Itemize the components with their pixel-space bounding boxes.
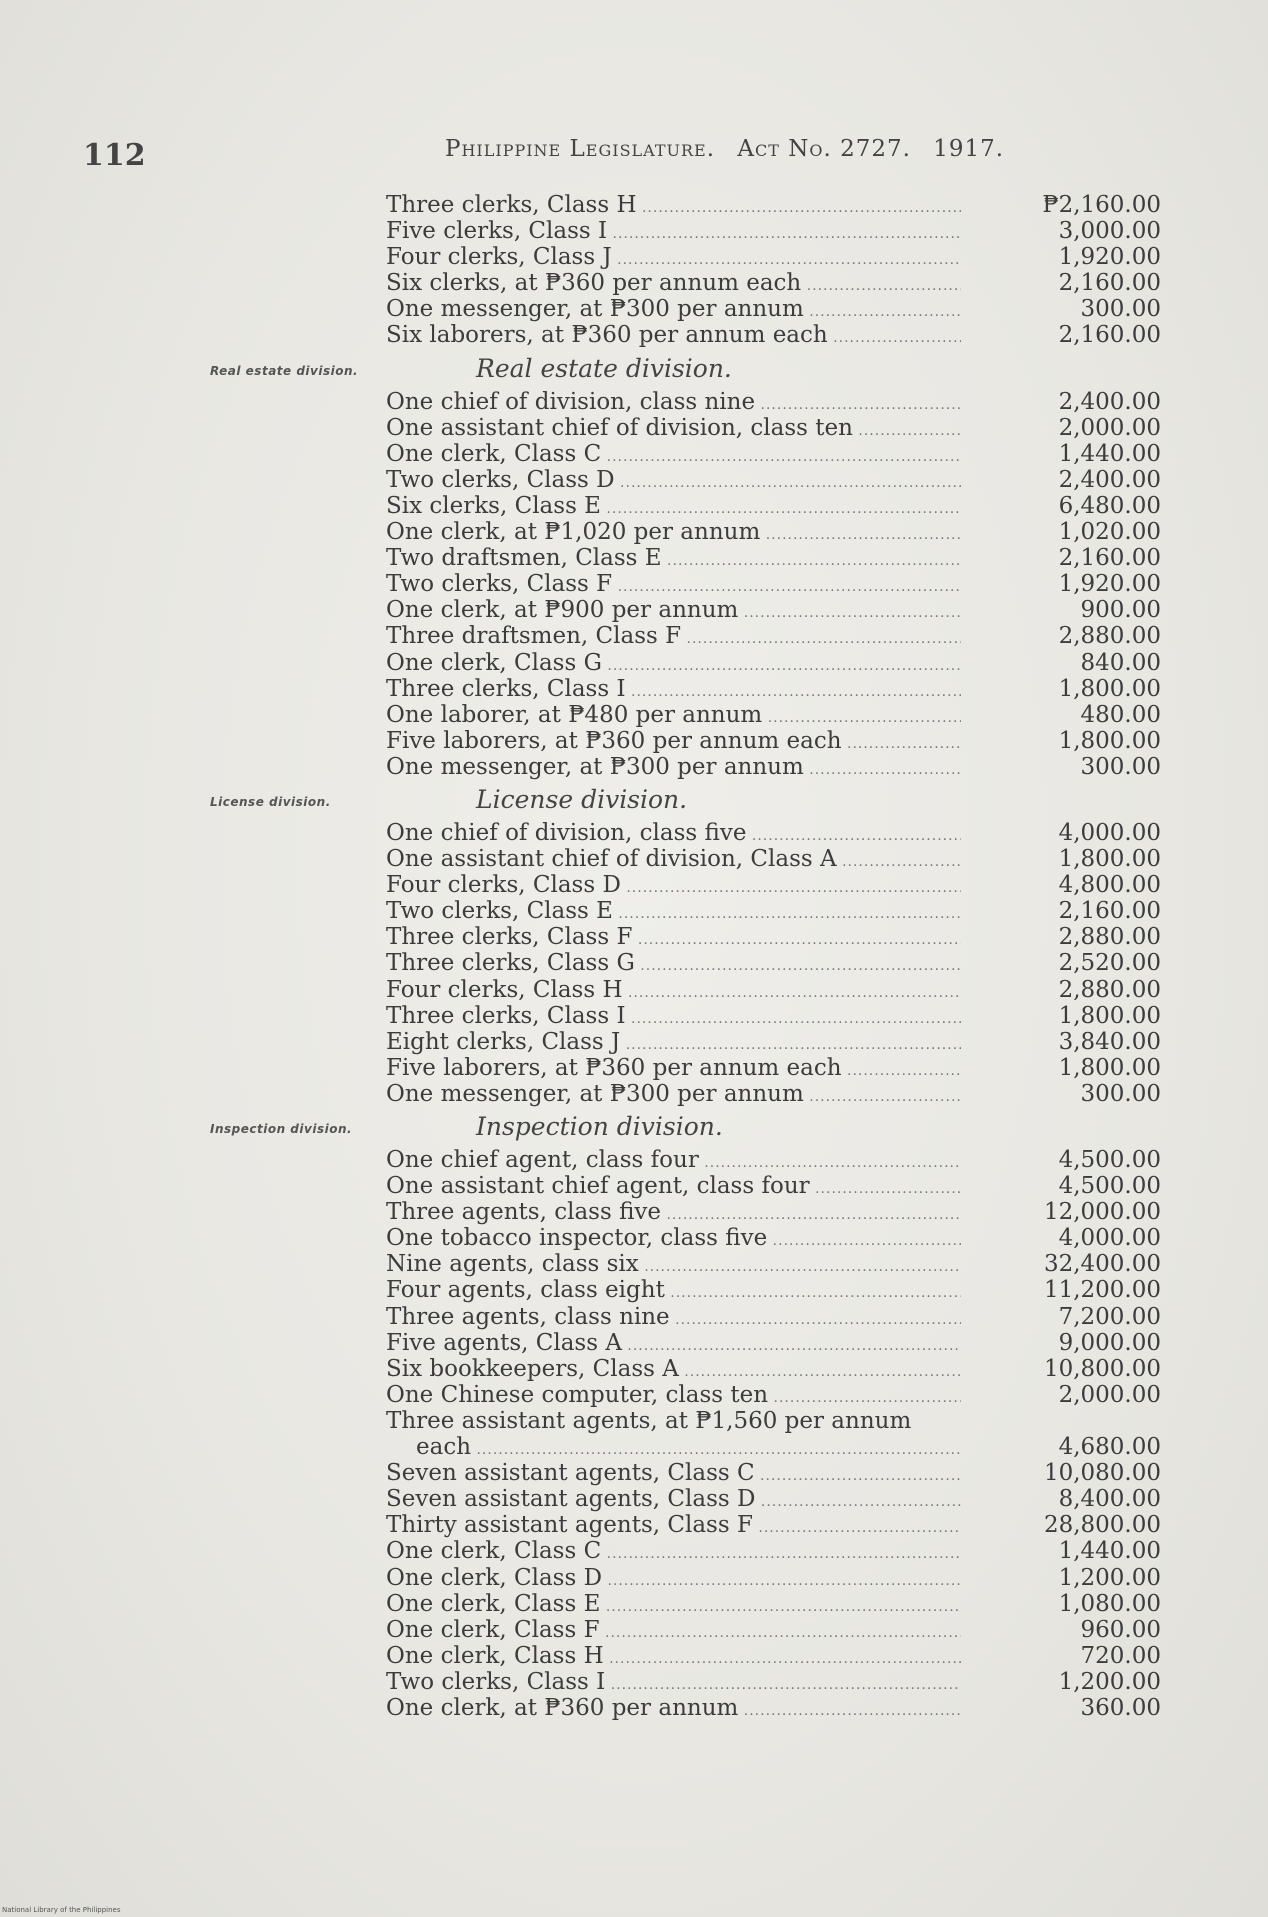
line-item bbox=[386, 650, 1162, 676]
line-item-label bbox=[386, 1408, 961, 1437]
line-item bbox=[386, 872, 1162, 898]
line-item bbox=[386, 702, 1162, 728]
line-item bbox=[386, 597, 1162, 623]
line-item-text: Three agents, class nine bbox=[386, 1303, 670, 1330]
line-item-text: One clerk, Class G bbox=[386, 649, 602, 676]
section-heading-text: License division. bbox=[476, 784, 688, 814]
line-item-label bbox=[386, 597, 961, 626]
line-item-text: Three clerks, Class G bbox=[386, 950, 635, 977]
line-item bbox=[386, 623, 1162, 649]
line-item-text: Two draftsmen, Class E bbox=[386, 545, 662, 572]
line-item-label bbox=[386, 571, 961, 600]
line-item-label bbox=[386, 820, 961, 849]
line-item-text: One clerk, at ₱360 per annum bbox=[386, 1694, 739, 1721]
line-item bbox=[386, 1538, 1162, 1564]
line-item-text: One chief of division, class nine bbox=[386, 388, 756, 415]
line-item-label bbox=[386, 846, 961, 875]
line-item-amount: 1,440.00 bbox=[1058, 440, 1161, 467]
line-item bbox=[386, 192, 1162, 218]
line-item-amount: 2,880.00 bbox=[1058, 976, 1161, 1003]
margin-note: Inspection division. bbox=[210, 1122, 353, 1136]
line-item-text: One laborer, at ₱480 per annum bbox=[386, 701, 763, 728]
line-item-text: One Chinese computer, class ten bbox=[386, 1381, 769, 1408]
section-heading-text: Inspection division. bbox=[476, 1112, 723, 1141]
line-item bbox=[386, 924, 1162, 950]
line-item bbox=[386, 1199, 1162, 1225]
line-item-text: Three assistant agents, at ₱1,560 per annum bbox=[386, 1407, 912, 1434]
section-heading-text: Real estate division. bbox=[476, 353, 732, 383]
line-item-amount: 480.00 bbox=[1080, 701, 1161, 728]
line-item bbox=[386, 1669, 1162, 1695]
line-item-amount: 9,000.00 bbox=[1058, 1329, 1161, 1356]
line-item-amount: 2,160.00 bbox=[1058, 545, 1161, 572]
header-act: Act No. 2727. bbox=[737, 136, 911, 162]
line-item bbox=[386, 218, 1162, 244]
line-item bbox=[386, 1591, 1162, 1617]
line-item bbox=[386, 1434, 1162, 1460]
line-item-text: Five laborers, at ₱360 per annum each bbox=[386, 1054, 842, 1081]
line-item-amount: 3,840.00 bbox=[1058, 1028, 1161, 1055]
line-item bbox=[386, 1695, 1162, 1721]
section-heading bbox=[210, 349, 1162, 389]
line-item-text: Three clerks, Class F bbox=[386, 924, 633, 951]
line-item-label bbox=[386, 1695, 961, 1724]
line-item-text: One clerk, Class F bbox=[386, 1616, 600, 1643]
line-item-label bbox=[386, 545, 961, 574]
line-item-text: Thirty assistant agents, Class F bbox=[386, 1512, 753, 1539]
line-item-text: Five laborers, at ₱360 per annum each bbox=[386, 727, 842, 754]
line-item-amount: 300.00 bbox=[1080, 296, 1161, 323]
line-item bbox=[386, 545, 1162, 571]
line-item-amount: 2,400.00 bbox=[1058, 466, 1161, 493]
line-item-text: Three agents, class five bbox=[386, 1199, 662, 1226]
line-item-amount: 4,000.00 bbox=[1058, 1225, 1161, 1252]
line-item bbox=[386, 898, 1162, 924]
line-item bbox=[386, 270, 1162, 296]
line-item-text: Four clerks, Class H bbox=[386, 976, 623, 1003]
line-item bbox=[386, 1055, 1162, 1081]
line-item-amount: 1,920.00 bbox=[1058, 571, 1161, 598]
line-item-text: Three clerks, Class H bbox=[386, 192, 637, 218]
line-item-label bbox=[386, 1225, 961, 1254]
line-item-label bbox=[386, 1330, 961, 1359]
header-year: 1917. bbox=[933, 136, 1005, 162]
line-item bbox=[386, 1486, 1162, 1512]
line-item-text: One messenger, at ₱300 per annum bbox=[386, 753, 804, 780]
line-item-label bbox=[386, 218, 961, 247]
line-item-amount: 840.00 bbox=[1080, 649, 1161, 676]
line-item bbox=[386, 977, 1162, 1003]
line-item bbox=[386, 519, 1162, 545]
line-item-amount: 28,800.00 bbox=[1043, 1512, 1161, 1539]
line-item bbox=[386, 1277, 1162, 1303]
line-item-amount: 6,480.00 bbox=[1058, 492, 1161, 519]
line-item-text: One clerk, Class C bbox=[386, 440, 602, 467]
line-item-amount: 720.00 bbox=[1080, 1642, 1161, 1669]
line-item-amount: ₱2,160.00 bbox=[1042, 192, 1161, 218]
line-item-label bbox=[386, 322, 961, 351]
line-item-label bbox=[386, 296, 961, 325]
line-item-text: One tobacco inspector, class five bbox=[386, 1225, 768, 1252]
line-item-label bbox=[386, 924, 961, 953]
line-item-label bbox=[386, 977, 961, 1006]
line-item bbox=[386, 1356, 1162, 1382]
line-item bbox=[386, 1408, 1162, 1434]
line-item-amount: 12,000.00 bbox=[1043, 1199, 1161, 1226]
line-item-amount: 4,000.00 bbox=[1058, 819, 1161, 846]
line-item-amount: 1,200.00 bbox=[1058, 1668, 1161, 1695]
line-item-amount: 1,200.00 bbox=[1058, 1564, 1161, 1591]
line-item bbox=[386, 1330, 1162, 1356]
line-item bbox=[386, 754, 1162, 780]
line-item-text: Four clerks, Class D bbox=[386, 872, 621, 899]
line-item-amount: 1,080.00 bbox=[1058, 1590, 1161, 1617]
line-item-text: One clerk, Class D bbox=[386, 1564, 603, 1591]
line-item-amount: 10,800.00 bbox=[1043, 1355, 1161, 1382]
line-item bbox=[386, 676, 1162, 702]
line-item-label bbox=[386, 1643, 961, 1672]
line-item-amount: 2,000.00 bbox=[1058, 414, 1161, 441]
line-item-amount: 1,800.00 bbox=[1058, 846, 1161, 873]
line-item-text: Seven assistant agents, Class D bbox=[386, 1486, 756, 1513]
line-item bbox=[386, 493, 1162, 519]
line-item bbox=[386, 820, 1162, 846]
line-item-label bbox=[386, 389, 961, 418]
line-item-amount: 1,440.00 bbox=[1058, 1538, 1161, 1565]
line-item-label bbox=[386, 1538, 961, 1567]
section-heading bbox=[210, 1107, 1162, 1147]
section-heading bbox=[210, 780, 1162, 820]
line-item bbox=[386, 728, 1162, 754]
line-item-label bbox=[386, 192, 961, 221]
line-item-label bbox=[386, 1029, 961, 1058]
line-item-amount: 3,000.00 bbox=[1058, 218, 1161, 245]
line-item bbox=[386, 1225, 1162, 1251]
line-item-text: One messenger, at ₱300 per annum bbox=[386, 1080, 804, 1107]
line-item-label bbox=[386, 415, 961, 444]
line-item-text: Two clerks, Class I bbox=[386, 1668, 606, 1695]
line-item-label bbox=[386, 1199, 961, 1228]
line-item-label bbox=[386, 623, 961, 652]
line-item bbox=[386, 1512, 1162, 1538]
line-item-label bbox=[386, 441, 961, 470]
line-item bbox=[386, 322, 1162, 348]
line-item-amount: 7,200.00 bbox=[1058, 1303, 1161, 1330]
line-item-text: One chief agent, class four bbox=[386, 1147, 699, 1173]
line-item-amount: 2,160.00 bbox=[1058, 270, 1161, 297]
line-item bbox=[386, 1147, 1162, 1173]
line-item-amount: 4,680.00 bbox=[1058, 1434, 1161, 1461]
line-item-text: One clerk, Class H bbox=[386, 1642, 604, 1669]
appropriation-list bbox=[210, 192, 1162, 1721]
line-item bbox=[386, 441, 1162, 467]
line-item-text: Six clerks, at ₱360 per annum each bbox=[386, 270, 802, 297]
line-item-text: Six bookkeepers, Class A bbox=[386, 1355, 679, 1382]
line-item-text: One assistant chief agent, class four bbox=[386, 1173, 810, 1200]
line-item-amount: 2,000.00 bbox=[1058, 1381, 1161, 1408]
line-item-label bbox=[386, 1591, 961, 1620]
line-item-text: One clerk, Class E bbox=[386, 1590, 601, 1617]
line-item bbox=[386, 950, 1162, 976]
line-item-text: Nine agents, class six bbox=[386, 1251, 639, 1278]
line-item-label bbox=[386, 1434, 961, 1463]
line-item bbox=[386, 467, 1162, 493]
line-item-label bbox=[386, 1003, 961, 1032]
line-item-label bbox=[386, 1486, 961, 1515]
header-title: Philippine Legislature. bbox=[445, 136, 716, 162]
line-item-label bbox=[386, 898, 961, 927]
line-item-amount: 300.00 bbox=[1080, 1080, 1161, 1107]
line-item bbox=[386, 1617, 1162, 1643]
line-item-amount: 960.00 bbox=[1080, 1616, 1161, 1643]
line-item-label bbox=[386, 1460, 961, 1489]
line-item-text: Six laborers, at ₱360 per annum each bbox=[386, 322, 828, 349]
line-item-amount: 300.00 bbox=[1080, 753, 1161, 780]
line-item-amount: 1,800.00 bbox=[1058, 1002, 1161, 1029]
line-item-text: Eight clerks, Class J bbox=[386, 1028, 621, 1055]
line-item-label bbox=[386, 1081, 961, 1110]
line-item bbox=[386, 1565, 1162, 1591]
line-item-text: Two clerks, Class D bbox=[386, 466, 615, 493]
line-item-label bbox=[386, 1304, 961, 1333]
line-item-amount: 32,400.00 bbox=[1043, 1251, 1161, 1278]
line-item bbox=[386, 571, 1162, 597]
line-item bbox=[386, 1304, 1162, 1330]
line-item-text: Five agents, Class A bbox=[386, 1329, 622, 1356]
page-number: 112 bbox=[83, 138, 146, 173]
line-item-amount: 1,020.00 bbox=[1058, 519, 1161, 546]
margin-note: Real estate division. bbox=[210, 363, 359, 378]
line-item-text: Six clerks, Class E bbox=[386, 492, 601, 519]
line-item bbox=[386, 389, 1162, 415]
line-item-label bbox=[386, 1173, 961, 1202]
line-item-label bbox=[386, 702, 961, 731]
library-tag: National Library of the Philippines bbox=[2, 1906, 121, 1914]
line-item bbox=[386, 1460, 1162, 1486]
line-item-amount: 1,920.00 bbox=[1058, 244, 1161, 271]
line-item-text: Five clerks, Class I bbox=[386, 218, 608, 245]
line-item-text: One assistant chief of division, Class A bbox=[386, 846, 837, 873]
line-item-label bbox=[386, 519, 961, 548]
line-item bbox=[386, 415, 1162, 441]
margin-note: License division. bbox=[210, 794, 331, 809]
line-item-amount: 10,080.00 bbox=[1043, 1460, 1161, 1487]
line-item-label bbox=[386, 1617, 961, 1646]
line-item-text: One chief of division, class five bbox=[386, 819, 747, 846]
line-item-label bbox=[386, 754, 961, 783]
line-item-text: Two clerks, Class E bbox=[386, 898, 613, 925]
line-item-label bbox=[386, 950, 961, 979]
line-item-amount: 4,500.00 bbox=[1058, 1147, 1161, 1173]
line-item-label bbox=[386, 650, 961, 679]
line-item-amount: 1,800.00 bbox=[1058, 675, 1161, 702]
line-item bbox=[386, 296, 1162, 322]
line-item-label bbox=[386, 1277, 961, 1306]
line-item-text: Four clerks, Class J bbox=[386, 244, 612, 271]
line-item bbox=[386, 1251, 1162, 1277]
line-item-amount: 8,400.00 bbox=[1058, 1486, 1161, 1513]
line-item bbox=[386, 1643, 1162, 1669]
line-item bbox=[386, 1003, 1162, 1029]
line-item-amount: 2,160.00 bbox=[1058, 322, 1161, 349]
line-item-label bbox=[386, 244, 961, 273]
line-item-amount: 1,800.00 bbox=[1058, 727, 1161, 754]
line-item-label bbox=[386, 1356, 961, 1385]
line-item-label bbox=[386, 872, 961, 901]
line-item-label bbox=[386, 1669, 961, 1698]
line-item-label bbox=[386, 1147, 961, 1176]
line-item-text: One clerk, at ₱1,020 per annum bbox=[386, 519, 761, 546]
line-item-label bbox=[386, 1512, 961, 1541]
line-item-label bbox=[386, 1565, 961, 1594]
line-item-amount: 11,200.00 bbox=[1043, 1277, 1161, 1304]
line-item bbox=[386, 244, 1162, 270]
line-item-amount: 900.00 bbox=[1080, 597, 1161, 624]
line-item-amount: 1,800.00 bbox=[1058, 1054, 1161, 1081]
line-item-amount: 2,880.00 bbox=[1058, 623, 1161, 650]
line-item bbox=[386, 1382, 1162, 1408]
line-item-text: Seven assistant agents, Class C bbox=[386, 1460, 755, 1487]
line-item bbox=[386, 1081, 1162, 1107]
line-item bbox=[386, 1173, 1162, 1199]
line-item-label bbox=[386, 1055, 961, 1084]
line-item-label bbox=[386, 1251, 961, 1280]
line-item-text: One clerk, at ₱900 per annum bbox=[386, 597, 739, 624]
line-item-amount: 4,500.00 bbox=[1058, 1173, 1161, 1200]
line-item-amount: 2,160.00 bbox=[1058, 898, 1161, 925]
line-item-amount: 4,800.00 bbox=[1058, 872, 1161, 899]
line-item-label bbox=[386, 270, 961, 299]
line-item-text: each bbox=[416, 1434, 472, 1461]
line-item-amount: 2,400.00 bbox=[1058, 388, 1161, 415]
line-item-text: One assistant chief of division, class ten bbox=[386, 414, 853, 441]
line-item-text: Three draftsmen, Class F bbox=[386, 623, 682, 650]
line-item-label bbox=[386, 1382, 961, 1411]
line-item-label bbox=[386, 467, 961, 496]
line-item-text: Two clerks, Class F bbox=[386, 571, 613, 598]
line-item-text: One clerk, Class C bbox=[386, 1538, 602, 1565]
line-item-amount: 2,880.00 bbox=[1058, 924, 1161, 951]
line-item-text: One messenger, at ₱300 per annum bbox=[386, 296, 804, 323]
running-header bbox=[445, 136, 1018, 162]
line-item bbox=[386, 1029, 1162, 1055]
line-item-label bbox=[386, 676, 961, 705]
line-item-amount: 2,520.00 bbox=[1058, 950, 1161, 977]
line-item-label bbox=[386, 493, 961, 522]
line-item-label bbox=[386, 728, 961, 757]
line-item-amount: 360.00 bbox=[1080, 1694, 1161, 1721]
line-item bbox=[386, 846, 1162, 872]
line-item-text: Three clerks, Class I bbox=[386, 1002, 626, 1029]
line-item-text: Three clerks, Class I bbox=[386, 675, 626, 702]
line-item-text: Four agents, class eight bbox=[386, 1277, 665, 1304]
